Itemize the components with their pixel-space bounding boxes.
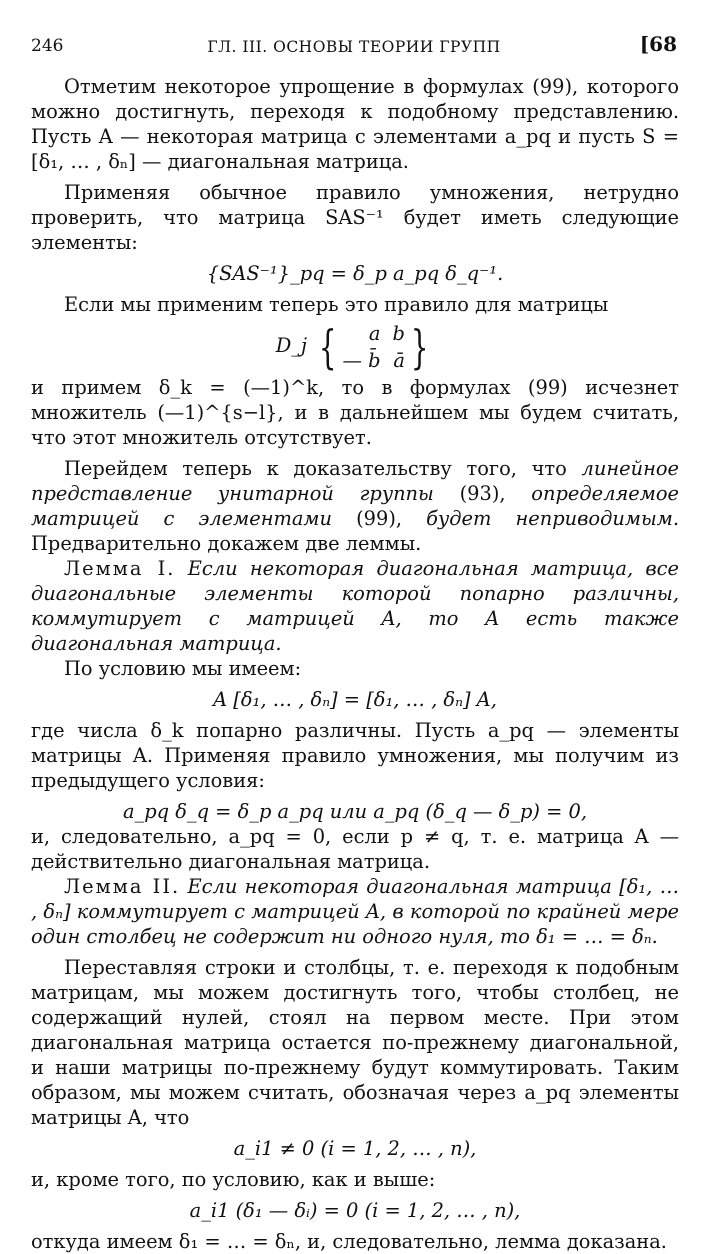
- lemma-2-statement: Если некоторая диагональная матрица [δ₁, … , δₙ] коммутирует с матрицей A, в которой по крайней мере один столбец не содержит ни одного нуля, то δ₁ = … = δₙ.: [31, 875, 679, 948]
- paragraph-9: Переставляя строки и столбцы, т. е. переходя к подобным матрицам, мы можем достигнуть того, чтобы столбец, не содержащий нулей, стоял на первом месте. При этом диагональная матрица остается по-прежнему диагональной, и наши матрицы по-прежнему будут коммутировать. Таким образом, мы можем считать, обозначая через a_pq элементы матрицы A, что: [31, 956, 679, 1129]
- formula-matrix-dj: [31, 321, 679, 373]
- lemma-1-statement: Если некоторая диагональная матрица, все диагональные элементы которой попарно различны, коммутирует с матрицей A, то A есть также диагональная матрица.: [31, 557, 679, 655]
- matrix-cells: [343, 321, 405, 373]
- formula-commute: A [δ₁, … , δₙ] = [δ₁, … , δₙ] A,: [213, 688, 497, 711]
- paragraph-2: Применяя обычное правило умножения, нетрудно проверить, что матрица SAS⁻¹ будет иметь следующие элементы:: [31, 181, 679, 254]
- running-title: ГЛ. III. ОСНОВЫ ТЕОРИИ ГРУПП: [207, 38, 501, 56]
- paragraph-8: и, следовательно, a_pq = 0, если p ≠ q, т. е. матрица A — действительно диагональная матрица.: [31, 825, 679, 873]
- lemma-2-heading: Лемма II.: [64, 875, 181, 898]
- formula-elements: a_pq δ_q = δ_p a_pq или a_pq (δ_q — δ_p) = 0,: [122, 800, 587, 823]
- paragraph-7: где числа δ_k попарно различны. Пусть a_pq — элементы матрицы A. Применяя правило умножения, мы получим из предыдущего условия:: [31, 719, 679, 792]
- lemma-1-heading: Лемма I.: [64, 557, 176, 580]
- lemma-1: [31, 556, 679, 656]
- matrix-cell: b: [392, 322, 405, 345]
- lemma-2: [31, 874, 679, 949]
- paragraph-5: Перейдем теперь к доказательству того, что линейное представление унитарной группы (93), определяемое матрицей с элементами (99), будет неприводимым. Предварительно докажем две леммы.: [31, 457, 679, 555]
- matrix-cell: ā: [393, 349, 405, 372]
- formula-nonzero: a_i1 ≠ 0 (i = 1, 2, … , n),: [233, 1137, 477, 1160]
- page-number: 246: [31, 36, 64, 56]
- section-number: [68: [639, 32, 677, 56]
- paragraph-6: По условию мы имеем:: [64, 657, 302, 680]
- paragraph-10: и, кроме того, по условию, как и выше:: [31, 1168, 436, 1191]
- matrix-label: D_j: [275, 334, 308, 357]
- paragraph-3: Если мы применим теперь это правило для матрицы: [64, 293, 609, 316]
- paragraph-1: Отметим некоторое упрощение в формулах (99), которого можно достигнуть, переходя к подобному представлению. Пусть A — некоторая матрица с элементами a_pq и пусть S = [δ₁, … , δₙ] — диагональная матрица.: [31, 75, 679, 173]
- matrix-block: { a b — b̄ ā }: [319, 320, 429, 374]
- matrix-cell: a: [368, 322, 381, 345]
- paragraph-11: откуда имеем δ₁ = … = δₙ, и, следовательно, лемма доказана.: [31, 1230, 667, 1253]
- paragraph-4: и примем δ_k = (—1)^k, то в формулах (99) исчезнет множитель (—1)^{s−l}, и в дальнейшем мы будем считать, что этот множитель отсутствует.: [31, 376, 679, 449]
- page-header: [31, 34, 677, 60]
- matrix-cell: — b̄: [342, 349, 381, 372]
- page-body: [31, 74, 679, 1254]
- formula-condition: a_i1 (δ₁ — δᵢ) = 0 (i = 1, 2, … , n),: [189, 1199, 521, 1222]
- formula-sas: {SAS⁻¹}_pq = δ_p a_pq δ_q⁻¹.: [206, 262, 504, 285]
